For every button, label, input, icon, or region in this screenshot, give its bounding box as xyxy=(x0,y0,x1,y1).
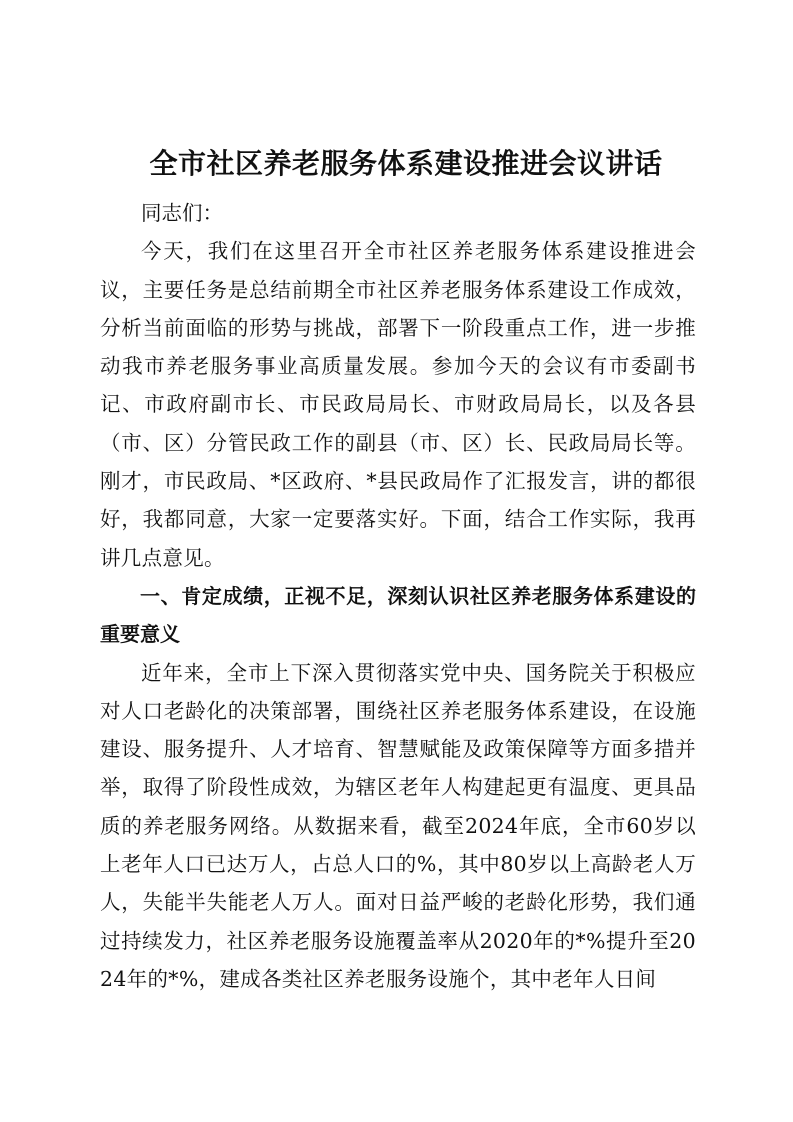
section-heading-1: 一、肯定成绩，正视不足，深刻认识社区养老服务体系建设的重要意义 xyxy=(100,583,696,647)
paragraph-intro: 今天，我们在这里召开全市社区养老服务体系建设推进会议，主要任务是总结前期全市社区养老服务体系建设工作成效，分析当前面临的形势与挑战，部署下一阶段重点工作，进一步推动我市养老服务事业高质量发展。参加今天的会议有市委副书记、市政府副市长、市民政局局长、市财政局局长，以及各县（市、区）分管民政工作的副县（市、区）长、民政局局长等。刚才，市民政局、*区政府、*县民政局作了汇报发言，讲的都很好，我都同意，大家一定要落实好。下面，结合工作实际，我再讲几点意见。 xyxy=(100,239,696,570)
paragraph-achievements: 近年来，全市上下深入贯彻落实党中央、国务院关于积极应对人口老龄化的决策部署，围绕社区养老服务体系建设，在设施建设、服务提升、人才培育、智慧赋能及政策保障等方面多措并举，取得了阶段性成效，为辖区老年人构建起更有温度、更具品质的养老服务网络。从数据来看，截至2024年底，全市60岁以上老年人口已达万人，占总人口的%，其中80岁以上高龄老人万人，失能半失能老人万人。面对日益严峻的老龄化形势，我们通过持续发力，社区养老服务设施覆盖率从2020年的*%提升至2024年的*%，建成各类社区养老服务设施个，其中老年人日间 xyxy=(100,660,696,991)
document-page xyxy=(100,140,696,998)
document-title: 全市社区养老服务体系建设推进会议讲话 xyxy=(149,147,663,180)
greeting: 同志们： xyxy=(141,201,223,225)
